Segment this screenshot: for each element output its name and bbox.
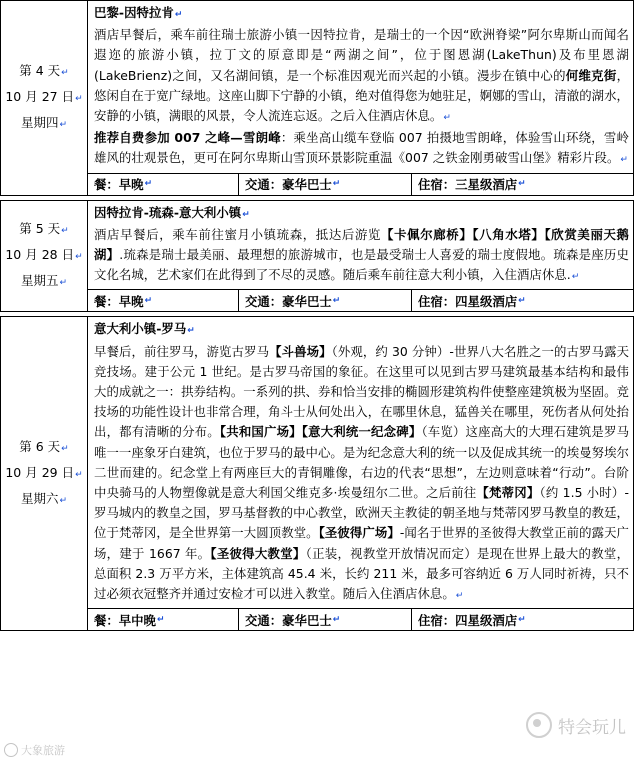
meal-label: 餐：早中晚 [94,612,156,628]
highlight-text: 何维克街 [565,67,617,83]
traffic-label: 交通：豪华巴士 [245,612,332,628]
stay-label: 住宿：四星级酒店 [418,293,518,309]
day-paragraph [94,225,629,288]
paragraph-mark-icon: ↵ [59,495,68,506]
paragraph-mark-icon: ↵ [75,93,83,104]
day-title-text: 因特拉肯-琉森-意大利小镇 [94,204,242,220]
day-date [1,243,87,269]
paragraph-mark-icon: ↵ [174,10,183,20]
paragraph-mark-icon: ↵ [455,591,464,602]
day-paragraph [94,128,629,170]
paragraph-mark-icon: ↵ [518,295,526,306]
traffic-label: 交通：豪华巴士 [245,177,332,193]
paragraph-mark-icon: ↵ [59,119,68,130]
body-text: （约 1.5 小时）-罗马城内的教皇之国，罗马基督教的中心教堂，欧洲天主教徒的朝圣地与梵蒂冈罗马教皇的教廷，位于梵蒂冈，是全世界第一大圆顶教堂。 [94,485,630,541]
day-row [1,1,634,174]
highlight-text: 【圣彼得广场】 [318,525,400,541]
paragraph-mark-icon: ↵ [332,295,341,306]
day-paragraph [94,25,629,128]
day-weekday-text: 星期五 [20,273,59,289]
body-text: 酒店早餐后，乘车前往蜜月小镇琉森，抵达后游览 [94,226,382,242]
highlight-text: 【梵蒂冈】 [476,485,540,501]
day-info-cell [88,173,634,195]
day-title-text: 意大利小镇-罗马 [94,321,187,337]
body-text: ，悠闲自在于宽广绿地。这座山脚下宁静的小镇，绝对值得您为她驻足，婀娜的雪山，清澈的湖水，安静的小镇，满眼的风景，令人流连忘返。之后入住酒店休息。 [94,67,630,124]
highlight-text: 推荐自费参加 007 之峰—雪朗峰 [94,130,281,146]
stay-info [412,290,633,311]
day-cell [1,200,88,312]
day-info [88,174,633,195]
day-info-row [1,173,634,195]
day-title [94,3,629,25]
body-text: 酒店早餐后，乘车前往瑞士旅游小镇一因特拉肯，是瑞士的一个因“欧洲脊梁”阿尔卑斯山而闻名遐迩的旅游小镇，拉丁文的原意即是“两湖之间”，位于图恩湖(LakeThun)及布里恩湖(LakeBrienz)之间，又名湖间镇，是一个标准因观光而兴起的小镇。漫步在镇中心的 [94,27,629,83]
weibo-logo-icon [4,743,18,757]
highlight-text: 【斗兽场】 [269,343,332,359]
paragraph-mark-icon: ↵ [187,326,195,337]
paragraph-mark-icon: ↵ [61,443,69,454]
stay-label: 住宿：三星级酒店 [418,177,518,193]
day-paragraph [94,342,629,607]
day-title [94,203,629,225]
body-text: 早餐后，前往罗马，游览古罗马 [94,343,270,359]
stay-info [412,174,633,195]
paragraph-mark-icon: ↵ [332,179,341,190]
day-weekday-text: 星期六 [20,490,59,506]
day-day [1,217,87,243]
watermark-left-text: 大象旅游 [21,744,65,757]
day-day-text: 第 6 天 [19,438,61,454]
body-text: （车览）这座高大的大理石建筑是罗马唯一一座象牙白建筑，也位于罗马的最中心。是为纪念意大利的统一以及促成其统一的埃曼努埃尔二世而建的。纪念堂上有两座巨大的青铜雕像，右边的代表“思想”，左边则意味着“行动”。台阶中央骑马的人物塑像就是意大利国父维克多·埃曼纽尔二世。之后前往 [94,424,630,501]
paragraph-mark-icon: ↵ [518,179,526,190]
day-row [1,317,634,609]
traffic-info [239,174,412,195]
paragraph-mark-icon: ↵ [620,155,629,166]
day-title-text: 巴黎-因特拉肯 [94,5,174,20]
day-info-row [1,290,634,312]
body-text: -闻名于世界的圣彼得大教堂正前的露天广场，建于 1667 年。 [94,525,629,561]
traffic-label: 交通：豪华巴士 [245,293,332,309]
day-weekday-text: 星期四 [20,114,59,130]
day-info-cell [88,290,634,312]
meal-label: 餐：早晚 [94,177,144,193]
day-day-text: 第 4 天 [19,62,61,78]
paragraph-mark-icon: ↵ [242,209,250,220]
paragraph-mark-icon: ↵ [144,295,153,306]
traffic-info [239,290,412,311]
paragraph-mark-icon: ↵ [571,272,580,283]
day-day [1,59,87,85]
paragraph-mark-icon: ↵ [144,179,153,190]
day-content [88,317,634,609]
wechat-logo-icon [526,712,552,738]
watermark-left [4,742,65,758]
day-cell [1,317,88,631]
day-row [1,200,634,290]
watermark-right-text: 特会玩儿 [558,717,626,738]
day-date [1,85,87,111]
stay-label: 住宿：四星级酒店 [418,612,518,628]
day-content [88,1,634,174]
traffic-info [239,609,412,630]
day-info [88,609,633,630]
day-info-cell [88,609,634,631]
day-info [88,290,633,311]
paragraph-mark-icon: ↵ [75,469,83,480]
meal-label: 餐：早晚 [94,293,144,309]
day-weekday [1,269,87,295]
paragraph-mark-icon: ↵ [61,226,69,237]
meal-info [88,609,239,630]
highlight-text: 【圣彼得大教堂】 [210,545,306,561]
day-cell [1,1,88,196]
day-content [88,200,634,290]
day-date-text: 10 月 28 日 [5,247,75,263]
day-day [1,435,87,461]
day-title [94,319,629,341]
highlight-text: 【卡佩尔廊桥】【八角水塔】【欣赏美丽天鹅湖】 [94,226,629,263]
day-date-text: 10 月 27 日 [5,88,75,104]
body-text: .琉森是瑞士最美丽、最理想的旅游城市，也是最受瑞士人喜爱的瑞士度假地。琉森是座历史文化名城，艺术家们在此得到了不尽的灵感。随后乘车前往意大利小镇，入住酒店休息. [94,247,629,283]
day-day-text: 第 5 天 [19,221,61,237]
day-weekday [1,111,87,137]
day-weekday [1,487,87,513]
paragraph-mark-icon: ↵ [75,252,83,263]
paragraph-mark-icon: ↵ [59,278,68,289]
day-info-row [1,609,634,631]
meal-info [88,290,239,311]
stay-info [412,609,633,630]
paragraph-mark-icon: ↵ [61,67,69,78]
day-date [1,461,87,487]
body-text: （外观，约 30 分钟）-世界八大名胜之一的古罗马露天竞技场。建于公元 1 世纪。是古罗马帝国的象征。在这里可以见到古罗马建筑最基本结构和最伟大的成就之一：拱券结构。一系列的拱、券和恰当安排的椭圆形建筑构件使整座建筑极为坚固。竞技场的功能性设计也非常合理，角斗士从何处出入，在哪里休息，猛兽关在哪里，死伤者从何处抬出，都有清晰的分布。 [94,343,630,440]
body-text: ：乘坐高山缆车登临 007 拍摄地雪朗峰，体验雪山环绕，雪岭雄风的壮观景色，更可在阿尔卑斯山雪顶环景影院重温《007 之铁金刚勇破雪山堡》精彩片段。 [94,130,629,166]
watermark-right [526,712,626,738]
day-date-text: 10 月 29 日 [5,464,75,480]
paragraph-mark-icon: ↵ [443,113,451,124]
body-text: （正装，视教堂开放情况而定）是现在世界上最大的教堂，总面积 2.3 万平方米，主体建筑高 45.4 米，长约 211 米，最多可容纳近 6 万人同时祈祷，只不过必须衣冠整齐并通过安检才可以进入教堂。随后入住酒店休息。 [94,545,630,602]
highlight-text: 【共和国广场】【意大利统一纪念碑】 [219,424,422,440]
paragraph-mark-icon: ↵ [518,614,526,625]
paragraph-mark-icon: ↵ [156,614,165,625]
meal-info [88,174,239,195]
paragraph-mark-icon: ↵ [332,614,341,625]
